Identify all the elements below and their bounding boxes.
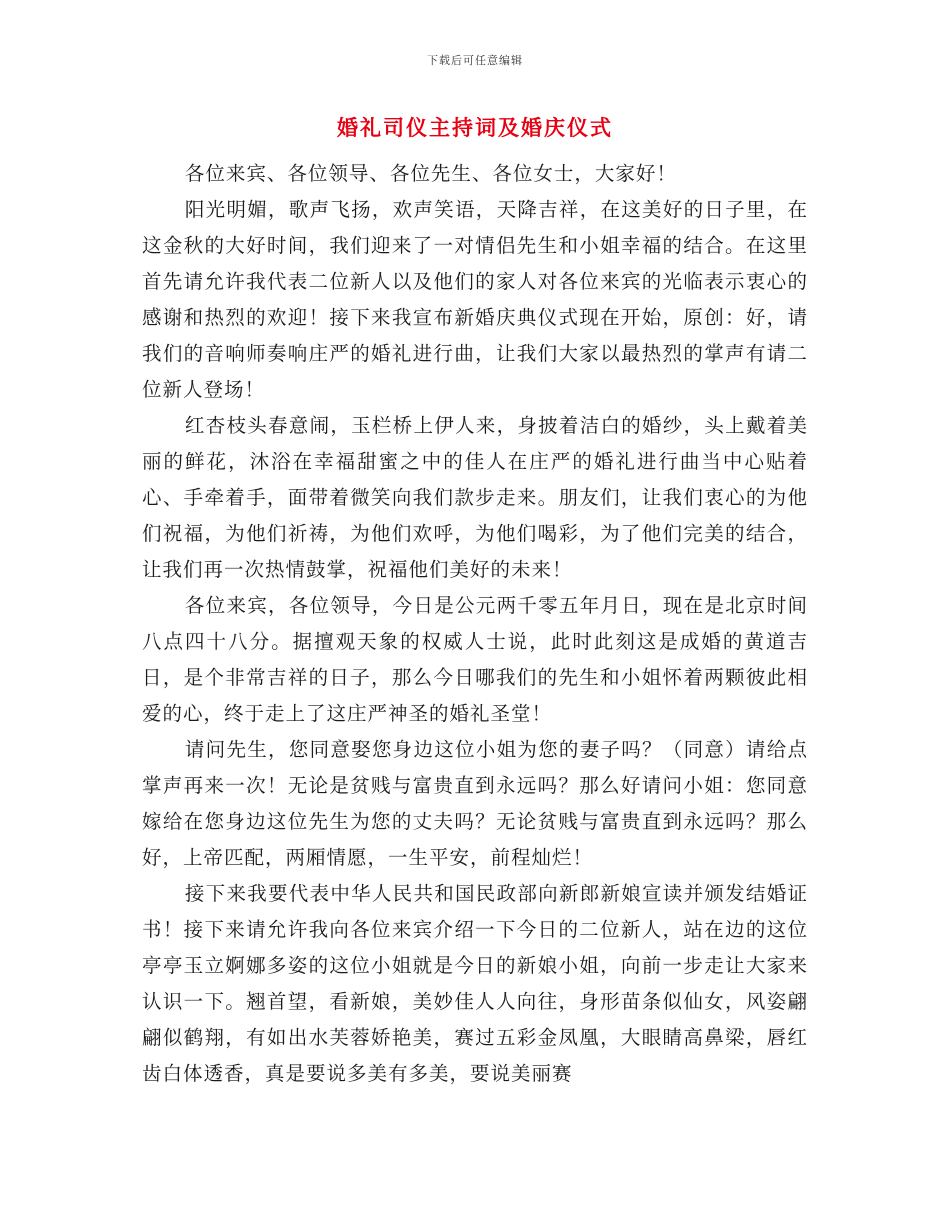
document-body: [142, 156, 808, 1092]
paragraph-greeting: 各位来宾、各位领导、各位先生、各位女士，大家好！: [184, 162, 677, 185]
paragraph-date: 各位来宾，各位领导，今日是公元两千零五年月日，现在是北京时间八点四十八分。据擅观天象的权威人士说，此时此刻这是成婚的黄道吉日，是个非常吉祥的日子，那么今日哪我们的先生和小姐怀着两颗彼此相爱的心，终于走上了这庄严神圣的婚礼圣堂！: [142, 594, 808, 725]
document-title: 婚礼司仪主持词及婚庆仪式: [337, 115, 613, 140]
paragraph-opening: 阳光明媚，歌声飞扬，欢声笑语，天降吉祥，在这美好的日子里，在这金秋的大好时间，我们迎来了一对情侣先生和小姐幸福的结合。在这里首先请允许我代表二位新人以及他们的家人对各位来宾的光临表示衷心的感谢和热烈的欢迎！接下来我宣布新婚庆典仪式现在开始，原创：好，请我们的音响师奏响庄严的婚礼进行曲，让我们大家以最热烈的掌声有请二位新人登场！: [142, 198, 808, 401]
paragraph-vows: 请问先生，您同意娶您身边这位小姐为您的妻子吗？（同意）请给点掌声再来一次！无论是贫贱与富贵直到永远吗？那么好请问小姐：您同意嫁给在您身边这位先生为您的丈夫吗？无论贫贱与富贵直到永远吗？那么好，上帝匹配，两厢情愿，一生平安，前程灿烂！: [142, 738, 808, 869]
paragraph-certificate: 接下来我要代表中华人民共和国民政部向新郎新娘宣读并颁发结婚证书！接下来请允许我向各位来宾介绍一下今日的二位新人，站在边的这位亭亭玉立婀娜多姿的这位小姐就是今日的新娘小姐，向前一步走让大家来认识一下。翘首望，看新娘，美妙佳人人向往，身形苗条似仙女，风姿翩翩似鹤翔，有如出水芙蓉娇艳美，赛过五彩金凤凰，大眼睛高鼻梁，唇红齿白体透香，真是要说多美有多美，要说美丽赛: [142, 882, 808, 1085]
header-note: 下载后可任意编辑: [427, 54, 523, 67]
paragraph-entrance: 红杏枝头春意闹，玉栏桥上伊人来，身披着洁白的婚纱，头上戴着美丽的鲜花，沐浴在幸福甜蜜之中的佳人在庄严的婚礼进行曲当中心贴着心、手牵着手，面带着微笑向我们款步走来。朋友们，让我们衷心的为他们祝福，为他们祈祷，为他们欢呼，为他们喝彩，为了他们完美的结合，让我们再一次热情鼓掌，祝福他们美好的未来！: [142, 414, 808, 581]
